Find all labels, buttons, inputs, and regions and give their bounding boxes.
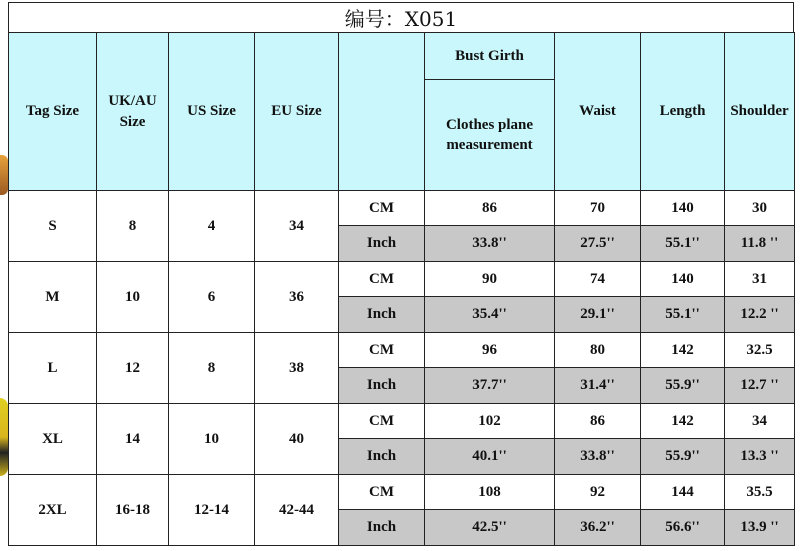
unit-cell: Inch (339, 226, 425, 262)
size-rows (9, 191, 795, 546)
length-cell: 142 (641, 404, 725, 439)
header-bust-girth: Bust Girth (425, 33, 555, 80)
length-cell: 55.9'' (641, 439, 725, 475)
us-size-cell: 4 (169, 191, 255, 262)
tag-size-cell: 2XL (9, 475, 97, 546)
bust-cell: 108 (425, 475, 555, 510)
header-us-size: US Size (169, 33, 255, 191)
size-chart (8, 2, 794, 548)
bust-cell: 102 (425, 404, 555, 439)
tag-size-cell: S (9, 191, 97, 262)
us-size-cell: 8 (169, 333, 255, 404)
waist-cell: 33.8'' (555, 439, 641, 475)
eu-size-cell: 40 (255, 404, 339, 475)
waist-cell: 31.4'' (555, 368, 641, 404)
bust-cell: 37.7'' (425, 368, 555, 404)
tag-size-cell: L (9, 333, 97, 404)
uk-au-size-cell: 10 (97, 262, 169, 333)
table-row (9, 333, 795, 368)
shoulder-cell: 11.8 '' (725, 226, 795, 262)
bust-cell: 86 (425, 191, 555, 226)
shoulder-cell: 12.2 '' (725, 297, 795, 333)
left-edge-decoration-bottom (0, 398, 8, 476)
bust-cell: 96 (425, 333, 555, 368)
uk-au-size-cell: 14 (97, 404, 169, 475)
length-cell: 55.9'' (641, 368, 725, 404)
header-clothes-plane-measurement: Clothes plane measurement (425, 80, 555, 191)
length-cell: 55.1'' (641, 297, 725, 333)
us-size-cell: 12-14 (169, 475, 255, 546)
eu-size-cell: 36 (255, 262, 339, 333)
waist-cell: 74 (555, 262, 641, 297)
length-cell: 142 (641, 333, 725, 368)
unit-cell: CM (339, 262, 425, 297)
length-cell: 144 (641, 475, 725, 510)
length-cell: 140 (641, 262, 725, 297)
shoulder-cell: 34 (725, 404, 795, 439)
shoulder-cell: 31 (725, 262, 795, 297)
unit-cell: CM (339, 404, 425, 439)
length-cell: 55.1'' (641, 226, 725, 262)
waist-cell: 27.5'' (555, 226, 641, 262)
header-length: Length (641, 33, 725, 191)
bust-cell: 90 (425, 262, 555, 297)
table-row (9, 404, 795, 439)
waist-cell: 70 (555, 191, 641, 226)
unit-cell: CM (339, 475, 425, 510)
shoulder-cell: 13.9 '' (725, 510, 795, 546)
waist-cell: 80 (555, 333, 641, 368)
shoulder-cell: 32.5 (725, 333, 795, 368)
waist-cell: 29.1'' (555, 297, 641, 333)
waist-cell: 92 (555, 475, 641, 510)
length-cell: 56.6'' (641, 510, 725, 546)
tag-size-cell: M (9, 262, 97, 333)
size-table (8, 32, 795, 546)
shoulder-cell: 30 (725, 191, 795, 226)
header-eu-size: EU Size (255, 33, 339, 191)
eu-size-cell: 34 (255, 191, 339, 262)
bust-cell: 40.1'' (425, 439, 555, 475)
bust-cell: 42.5'' (425, 510, 555, 546)
bust-cell: 35.4'' (425, 297, 555, 333)
header-unit (339, 33, 425, 191)
eu-size-cell: 38 (255, 333, 339, 404)
uk-au-size-cell: 8 (97, 191, 169, 262)
header-uk-au-size: UK/AU Size (97, 33, 169, 191)
tag-size-cell: XL (9, 404, 97, 475)
unit-cell: Inch (339, 368, 425, 404)
uk-au-size-cell: 16-18 (97, 475, 169, 546)
shoulder-cell: 13.3 '' (725, 439, 795, 475)
unit-cell: CM (339, 333, 425, 368)
eu-size-cell: 42-44 (255, 475, 339, 546)
shoulder-cell: 35.5 (725, 475, 795, 510)
waist-cell: 86 (555, 404, 641, 439)
length-cell: 140 (641, 191, 725, 226)
us-size-cell: 10 (169, 404, 255, 475)
header-tag-size: Tag Size (9, 33, 97, 191)
table-row (9, 191, 795, 226)
shoulder-cell: 12.7 '' (725, 368, 795, 404)
chart-title: 编号：X051 (8, 2, 794, 32)
bust-cell: 33.8'' (425, 226, 555, 262)
unit-cell: Inch (339, 510, 425, 546)
us-size-cell: 6 (169, 262, 255, 333)
left-edge-decoration-top (0, 155, 8, 195)
table-row (9, 262, 795, 297)
header-shoulder: Shoulder (725, 33, 795, 191)
waist-cell: 36.2'' (555, 510, 641, 546)
header-waist: Waist (555, 33, 641, 191)
unit-cell: Inch (339, 439, 425, 475)
unit-cell: CM (339, 191, 425, 226)
table-row (9, 475, 795, 510)
unit-cell: Inch (339, 297, 425, 333)
uk-au-size-cell: 12 (97, 333, 169, 404)
